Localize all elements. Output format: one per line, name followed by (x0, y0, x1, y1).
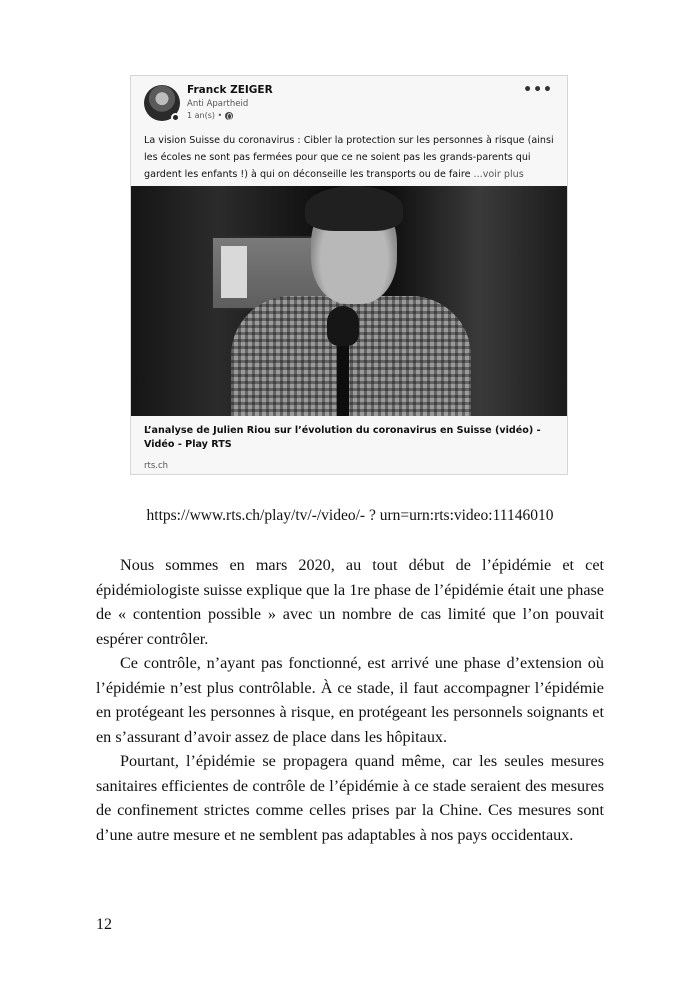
post-author: Franck ZEIGER (187, 84, 273, 96)
link-preview-domain: rts.ch (144, 461, 169, 471)
more-options-icon: ••• (523, 82, 553, 98)
person-hair (305, 186, 403, 231)
post-time: 1 an(s) • (187, 111, 223, 120)
see-more-link: ...voir plus (473, 169, 524, 180)
paragraph: Nous sommes en mars 2020, au tout début de l’épidémie et cet épidémiologiste suisse explique que la 1re phase de l’épidémie était une phase de « contention possible » avec un nombre de cas limité que l’on pouvait espérer contrôler. (96, 556, 604, 648)
globe-icon (225, 112, 233, 120)
video-thumbnail (131, 186, 567, 416)
paragraph: Ce contrôle, n’ayant pas fonctionné, est arrivé une phase d’extension où l’épidémie n’est plus contrôlable. À ce stade, il faut accompagner l’épidémie en protégeant les personnes à risque, en protégeant les personnels soignants et en s’assurant d’avoir assez de place dans les hôpitaux. (96, 654, 604, 746)
post-text: La vision Suisse du coronavirus : Cibler la protection sur les personnes à risque (ainsi les écoles ne sont pas fermées pour que ce ne soient pas les grands-parents qui gardent les enfants !) à qui on déconseille les transports ou de faire (144, 135, 554, 180)
source-url: https://www.rts.ch/play/tv/-/video/- ? urn=urn:rts:video:11146010 (146, 507, 554, 524)
body-text (96, 553, 604, 847)
link-preview-title: L’analyse de Julien Riou sur l’évolution du coronavirus en Suisse (vidéo) - Vidéo - Play RTS (144, 425, 541, 450)
post-meta (187, 111, 233, 120)
page-number: 12 (96, 916, 112, 933)
paragraph: Pourtant, l’épidémie se propagera quand même, car les seules mesures sanitaires efficientes de contrôle de l’épidémie à ce stade seraient des mesures de confinement strictes comme celles prises par la Chine. Ces mesures sont d’une autre mesure et ne semblent pas adaptables à nos pays occidentaux. (96, 752, 604, 844)
post-group: Anti Apartheid (187, 99, 249, 109)
microphone-icon (327, 306, 359, 346)
post-caption (144, 132, 556, 183)
facebook-post-screenshot (130, 75, 568, 475)
status-dot-icon (171, 113, 180, 122)
rts-logo (221, 246, 247, 298)
